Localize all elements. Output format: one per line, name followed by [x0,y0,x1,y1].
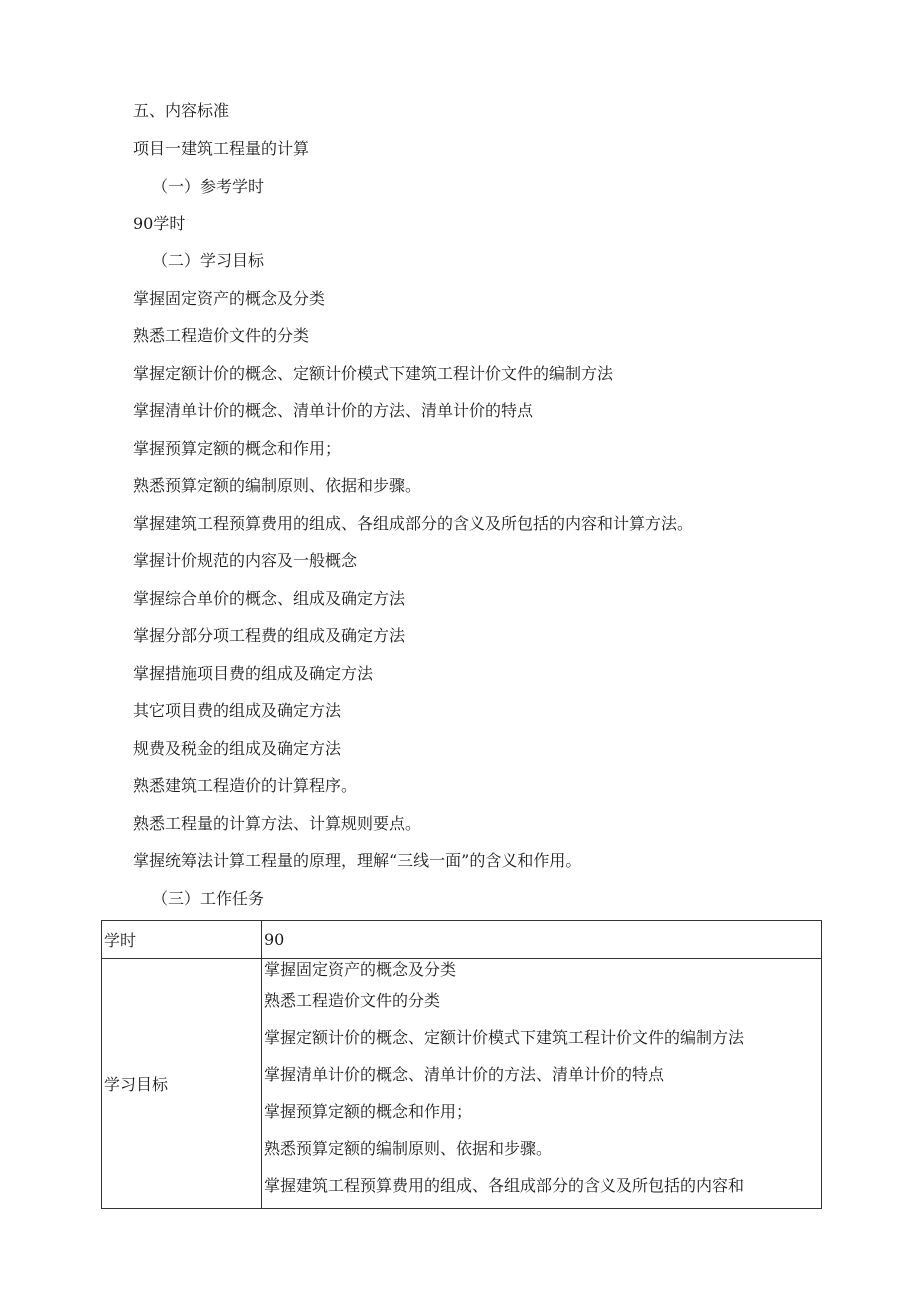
goal-item: 熟悉工程造价文件的分类 [133,326,310,345]
table-goal-item: 掌握固定资产的概念及分类 [264,960,457,979]
goal-item: 掌握固定资产的概念及分类 [133,289,326,308]
ref-hours-heading: （一）参考学时 [152,177,265,196]
goals-label-cell: 学习目标 [102,959,262,1209]
goal-item: 掌握定额计价的概念、定额计价模式下建筑工程计价文件的编制方法 [133,364,614,383]
table-goal-item: 掌握定额计价的概念、定额计价模式下建筑工程计价文件的编制方法 [264,1028,745,1047]
goal-item: 掌握计价规范的内容及一般概念 [133,551,358,570]
goal-item: 熟悉建筑工程造价的计算程序。 [133,776,358,795]
goal-item: 熟悉预算定额的编制原则、依据和步骤。 [133,476,422,495]
goals-list-cell [262,959,822,1209]
table-goal-item: 熟悉预算定额的编制原则、依据和步骤。 [264,1139,553,1158]
goal-item: 规费及税金的组成及确定方法 [133,739,342,758]
hours-value-cell: 90 [262,921,822,959]
goal-item: 掌握预算定额的概念和作用； [133,439,342,458]
hours-label-cell: 学时 [102,921,262,959]
goal-item: 熟悉工程量的计算方法、计算规则要点。 [133,814,422,833]
goal-item: 其它项目费的组成及确定方法 [133,701,342,720]
task-table [101,920,822,1209]
goal-item: 掌握措施项目费的组成及确定方法 [133,664,374,683]
goals-heading: （二）学习目标 [152,251,265,270]
table-goal-item: 熟悉工程造价文件的分类 [264,991,441,1010]
goal-item: 掌握分部分项工程费的组成及确定方法 [133,626,406,645]
goal-item: 掌握统筹法计算工程量的原理，理解“三线一面”的含义和作用。 [133,851,582,870]
table-goal-item: 掌握预算定额的概念和作用； [264,1102,473,1121]
table-goal-item: 掌握建筑工程预算费用的组成、各组成部分的含义及所包括的内容和 [264,1176,745,1195]
section-heading: 五、内容标准 [133,101,230,120]
project-title: 项目一建筑工程量的计算 [133,139,310,158]
goal-item: 掌握清单计价的概念、清单计价的方法、清单计价的特点 [133,401,534,420]
table-row [102,921,822,959]
table-goal-item: 掌握清单计价的概念、清单计价的方法、清单计价的特点 [264,1065,665,1084]
goal-item: 掌握建筑工程预算费用的组成、各组成部分的含义及所包括的内容和计算方法。 [133,514,694,533]
goal-item: 掌握综合单价的概念、组成及确定方法 [133,589,406,608]
ref-hours-value: 90学时 [133,214,186,233]
tasks-heading: （三）工作任务 [152,889,265,908]
table-row [102,959,822,1209]
